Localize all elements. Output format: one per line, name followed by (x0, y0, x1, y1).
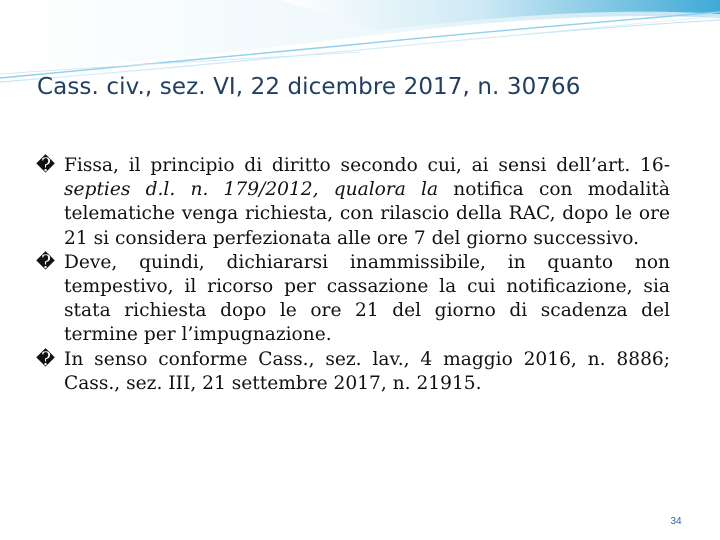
bullet-glyph-icon: � (36, 155, 56, 176)
bullet-glyph-icon: � (36, 348, 56, 370)
paragraph-2-text: Deve, quindi, dichiararsi inammissibile, in quanto non tempestivo, il ricorso per cassazione la cui notificazione, sia stata richiesta dopo le ore 21 del giorno di scadenza del termine per l’impugnazione. (64, 251, 670, 346)
bullet-paragraph-1 (36, 154, 670, 251)
paragraph-1-text-italic: septies d.l. n. 179/2012, qualora la (64, 179, 439, 201)
paragraph-1-text-end: notifica con modalità telematiche venga richiesta, con rilascio della RAC, dopo le ore 21 si considera perfezionata alle ore 7 del giorno successivo. (64, 179, 670, 249)
paragraph-3-text: In senso conforme Cass., sez. lav., 4 maggio 2016, n. 8886; Cass., sez. III, 21 settembre 2017, n. 21915. (64, 348, 670, 394)
page-number: 34 (670, 516, 682, 527)
bullet-paragraph-3 (36, 348, 670, 396)
paragraph-1-text-start: Fissa, il principio di diritto secondo cui, ai sensi dell’art. 16- (64, 155, 670, 176)
bullet-paragraph-2 (36, 251, 670, 348)
slide-body (36, 154, 670, 396)
bullet-glyph-icon: � (36, 251, 56, 273)
slide-title: Cass. civ., sez. VI, 22 dicembre 2017, n. 30766 (37, 74, 581, 100)
